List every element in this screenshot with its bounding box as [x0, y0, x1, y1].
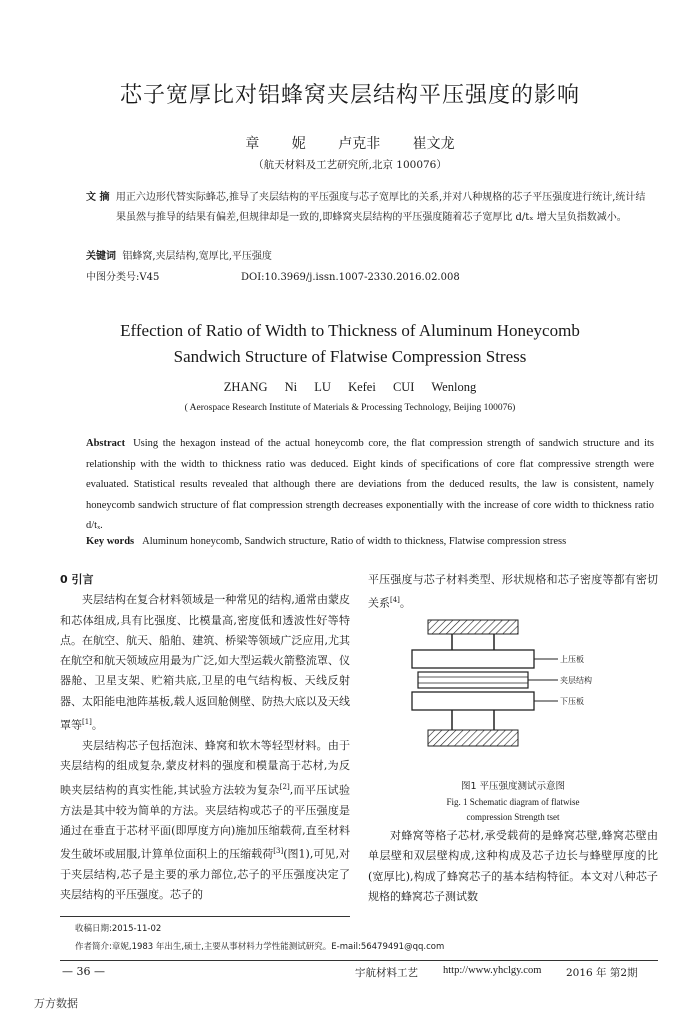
figure-1-diagram — [400, 616, 640, 766]
keywords-en-text: Aluminum honeycomb, Sandwich structure, Ratio of width to thickness, Flatwise compression stress — [142, 536, 567, 547]
page-number: — 36 — — [62, 965, 105, 978]
keywords-cn-text: 铝蜂窝,夹层结构,宽厚比,平压强度 — [122, 251, 272, 262]
paragraph-2-text-a: 夹层结构芯子包括泡沫、蜂窝和软木等轻型材料。由于夹层结构的组成复杂,蒙皮材料的强度和模量高于芯材,为反映夹层结构的真实性能,其试验方法较为复杂 — [60, 739, 350, 797]
figure-caption-en-line2: compression Strength tset — [466, 812, 560, 822]
paragraph-1: 夹层结构在复合材料领域是一种常见的结构,通常由蒙皮和芯体组成,具有比强度、比模量高,密度低和透波性好等特点。在航空、航天、船舶、建筑、桥梁等领域广泛应用,尤其在航空和航天领域应用最为广泛,如大型运载火箭整流罩、仪器舱、卫星支架、贮箱共底,卫星的电气结构板、天线反射器、太阳能电池阵基板,载人返回舱侧壁、防热大底以及天线罩等[1]。 — [60, 593, 350, 732]
lower-platen — [412, 692, 534, 710]
journal-issue: 2016 年 第2期 — [566, 967, 638, 979]
paper-title-en-line2: Sandwich Structure of Flatwise Compression Stress — [173, 347, 527, 366]
doi: DOI:10.3969/j.issn.1007-2330.2016.02.008 — [241, 272, 460, 283]
label-sandwich: 夹层结构 — [560, 676, 592, 685]
label-upper-platen: 上压板 — [560, 655, 584, 664]
paragraph-1-text: 夹层结构在复合材料领域是一种常见的结构,通常由蒙皮和芯体组成,具有比强度、比模量高,密度低和透波性好等特点。在航空、航天、船舶、建筑、桥梁等领域广泛应用,尤其在航空和航天领域应用最为广泛,如大型运载火箭整流罩、仪器舱、卫星支架、贮箱共底,卫星的电气结构板、天线反射器、太阳能电池阵基板,载人返回舱侧壁、防热大底以及天线罩等 — [60, 593, 350, 732]
paper-title-cn: 芯子宽厚比对铝蜂窝夹层结构平压强度的影响 — [119, 83, 580, 108]
footnote-divider — [60, 916, 350, 917]
authors-cn: 章 妮 卢克非 崔文龙 — [245, 136, 455, 152]
abstract-cn-text: 用正六边形代替实际蜂芯,推导了夹层结构的平压强度与芯子宽厚比的关系,并对八种规格的芯子平压强度进行统计,统计结果虽然与推导的结果有偏差,但规律却是一致的,即蜂窝夹层结构的平压强度随着芯子宽厚比 d/tₓ 增大呈负指数减小。 — [115, 192, 646, 223]
paragraph-2-text-b: ,而平压试验方法是其中较为简单的方法。夹层结构或芯子的平压强度是通过在垂直于芯材平面(即厚度方向)施加压缩载荷,直至材料发生破坏或屈服,计算单位面积上的压缩载荷 — [60, 783, 350, 861]
abstract-cn — [86, 188, 652, 228]
paragraph-3: 对蜂窝等格子芯材,承受载荷的是蜂窝芯壁,蜂窝芯壁由单层壁和双层壁构成,这种构成及芯子边长与蜂壁厚度的比(宽厚比),构成了蜂窝芯子的基本结构特征。本文对八种芯子规格的蜂窝芯子测试数 — [368, 829, 658, 903]
paragraph-continued-text: 平压强度与芯子材料类型、形状规格和芯子密度等都有密切关系 — [368, 573, 658, 610]
citation-4: [4] — [390, 596, 400, 605]
affiliation-en: ( Aerospace Research Institute of Materials & Processing Technology, Beijing 100076) — [184, 403, 516, 413]
sandwich-structure — [418, 672, 528, 688]
abstract-en-label: Abstract — [86, 438, 126, 449]
paragraph-2 — [60, 736, 350, 906]
right-column-top — [368, 570, 658, 614]
citation-3: [3] — [273, 847, 284, 856]
abstract-en — [86, 434, 654, 537]
figure-caption-en-line1: Fig. 1 Schematic diagram of flatwise — [446, 797, 580, 807]
citation-1: [1] — [82, 718, 92, 727]
section-heading: 0 引言 — [60, 573, 94, 586]
keywords-en-label: Key words — [86, 536, 135, 547]
affiliation-cn: （航天材料及工艺研究所,北京 100076） — [253, 159, 447, 171]
bottom-fixture — [428, 730, 518, 746]
footnote-author: 作者简介:章妮,1983 年出生,硕士,主要从事材料力学性能测试研究。E-mail:56479491@qq.com — [75, 942, 445, 952]
left-column — [60, 570, 350, 906]
right-column-bottom — [368, 826, 658, 907]
footnote-received: 收稿日期:2015-11-02 — [75, 924, 162, 934]
keywords-cn — [86, 247, 652, 267]
keywords-en — [86, 536, 654, 547]
figure-caption-cn: 图1 平压强度测试示意图 — [460, 781, 566, 792]
clc-number: 中图分类号:V45 — [86, 272, 160, 283]
journal-name: 宇航材料工艺 — [355, 967, 418, 979]
abstract-cn-label: 文 摘 — [86, 192, 110, 203]
paragraph-continued: 平压强度与芯子材料类型、形状规格和芯子密度等都有密切关系[4]。 — [368, 573, 658, 610]
paper-title-en — [0, 318, 700, 370]
journal-url: http://www.yhclgy.com — [443, 965, 542, 976]
paper-title-en-line1: Effection of Ratio of Width to Thickness of Aluminum Honeycomb — [120, 321, 580, 340]
keywords-cn-label: 关键词 — [86, 251, 116, 262]
footer-divider — [60, 960, 658, 961]
watermark: 万方数据 — [34, 997, 78, 1010]
label-lower-platen: 下压板 — [560, 697, 584, 706]
figure-caption-en — [368, 795, 658, 825]
footnote — [75, 920, 444, 956]
top-fixture — [428, 620, 518, 634]
upper-platen — [412, 650, 534, 668]
classification — [86, 268, 652, 288]
authors-en: ZHANG Ni LU Kefei CUI Wenlong — [223, 380, 477, 394]
paragraph-2-text-c: (图1),可见,对于夹层结构,芯子是主要的承力部位,芯子的平压强度决定了夹层结构的平压强度。芯子的 — [60, 847, 350, 902]
citation-2: [2] — [279, 782, 290, 791]
abstract-en-text: Using the hexagon instead of the actual honeycomb core, the flat compression strength of sandwich structure and its relationship with the width to thickness ratio was deduced. Eight kinds of specifications of core flat compressive strength were evaluated. Statistical results revealed that although there are deviations from the deduced results, the law is consistent, namely honeycomb sandwich structure of flat compression strength decreases exponentially with the increase of core width to thickness ratio d/tₓ. — [86, 438, 654, 531]
